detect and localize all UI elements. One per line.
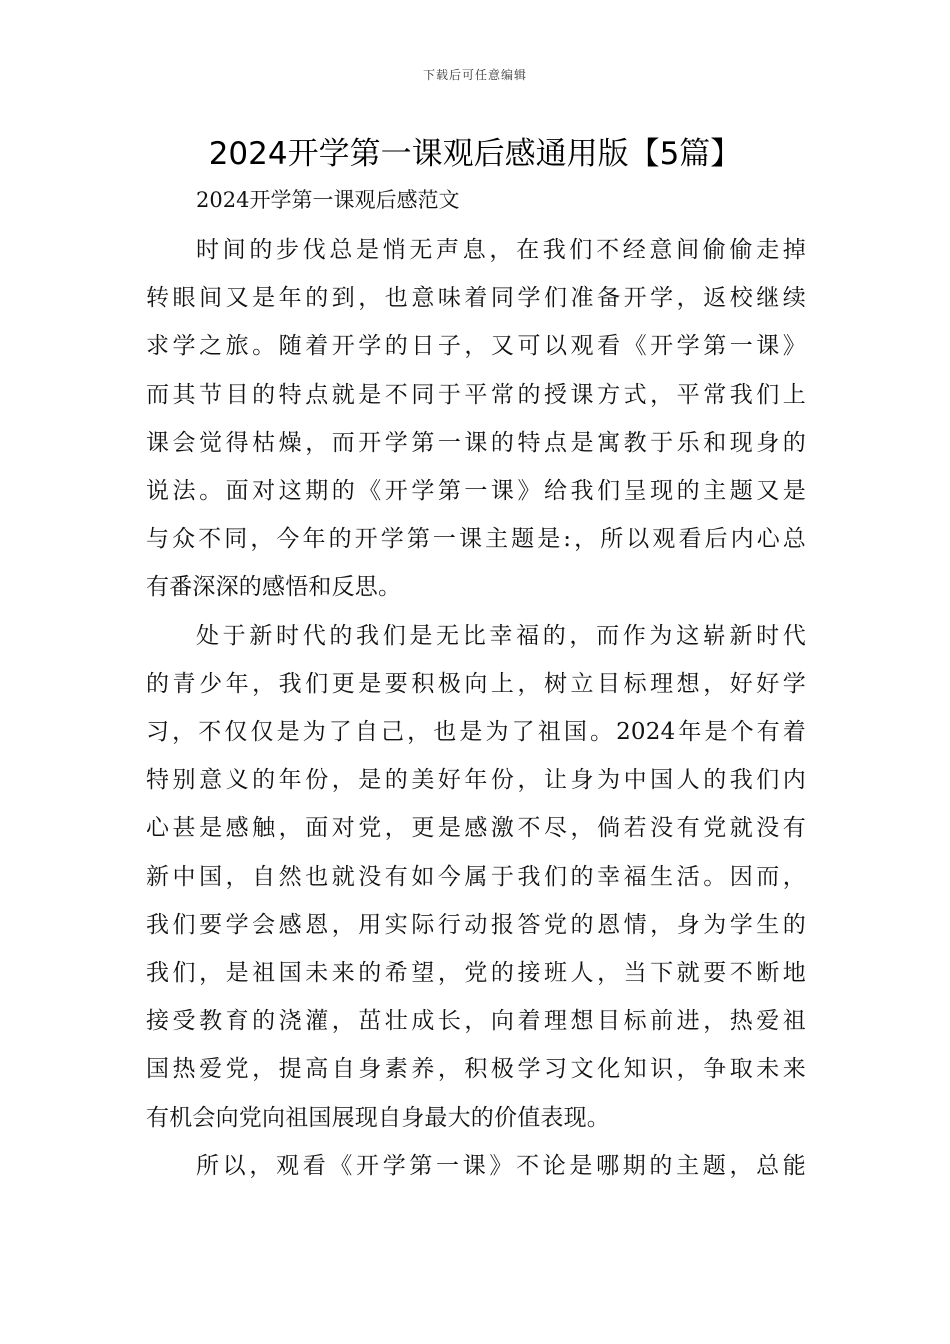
paragraph-line: 转眼间又是年的到，也意味着同学们准备开学，返校继续	[146, 285, 806, 312]
paragraph-3	[146, 1142, 806, 1190]
paragraph-1	[146, 226, 806, 612]
paragraph-line: 心甚是感触，面对党，更是感激不尽，倘若没有党就没有	[146, 815, 806, 842]
paragraph-line: 求学之旅。随着开学的日子，又可以观看《开学第一课》	[146, 333, 806, 360]
paragraph-line: 新中国，自然也就没有如今属于我们的幸福生活。因而，	[146, 863, 806, 890]
paragraph-line: 说法。面对这期的《开学第一课》给我们呈现的主题又是	[146, 478, 806, 505]
paragraph-line: 处于新时代的我们是无比幸福的，而作为这崭新时代	[196, 622, 806, 649]
paragraph-line: 国热爱党，提高自身素养，积极学习文化知识，争取未来	[146, 1056, 806, 1083]
paragraph-line: 时间的步伐总是悄无声息，在我们不经意间偷偷走掉	[196, 237, 806, 263]
document-title: 2024开学第一课观后感通用版【5篇】	[208, 136, 742, 172]
paragraph-line: 与众不同，今年的开学第一课主题是:，所以观看后内心总	[146, 526, 806, 553]
paragraph-line: 习，不仅仅是为了自己，也是为了祖国。2024年是个有着	[146, 719, 806, 746]
paragraph-line: 而其节目的特点就是不同于平常的授课方式，平常我们上	[146, 381, 806, 408]
paragraph-2	[146, 612, 806, 1142]
document-subtitle: 2024开学第一课观后感范文	[196, 188, 460, 212]
paragraph-line: 课会觉得枯燥，而开学第一课的特点是寓教于乐和现身的	[146, 429, 806, 456]
header-note: 下载后可任意编辑	[422, 68, 527, 82]
paragraph-line: 有机会向党向祖国展现自身最大的价值表现。	[146, 1104, 610, 1131]
document-body	[146, 226, 806, 1190]
paragraph-line: 接受教育的浇灌，茁壮成长，向着理想目标前进，热爱祖	[146, 1008, 806, 1035]
paragraph-line: 我们要学会感恩，用实际行动报答党的恩情，身为学生的	[146, 911, 806, 938]
paragraph-line: 所以，观看《开学第一课》不论是哪期的主题，总能	[196, 1152, 806, 1179]
paragraph-line: 有番深深的感悟和反思。	[146, 574, 402, 601]
paragraph-line: 的青少年，我们更是要积极向上，树立目标理想，好好学	[146, 670, 806, 697]
paragraph-line: 我们，是祖国未来的希望，党的接班人，当下就要不断地	[146, 960, 806, 987]
paragraph-line: 特别意义的年份，是的美好年份，让身为中国人的我们内	[146, 767, 806, 794]
